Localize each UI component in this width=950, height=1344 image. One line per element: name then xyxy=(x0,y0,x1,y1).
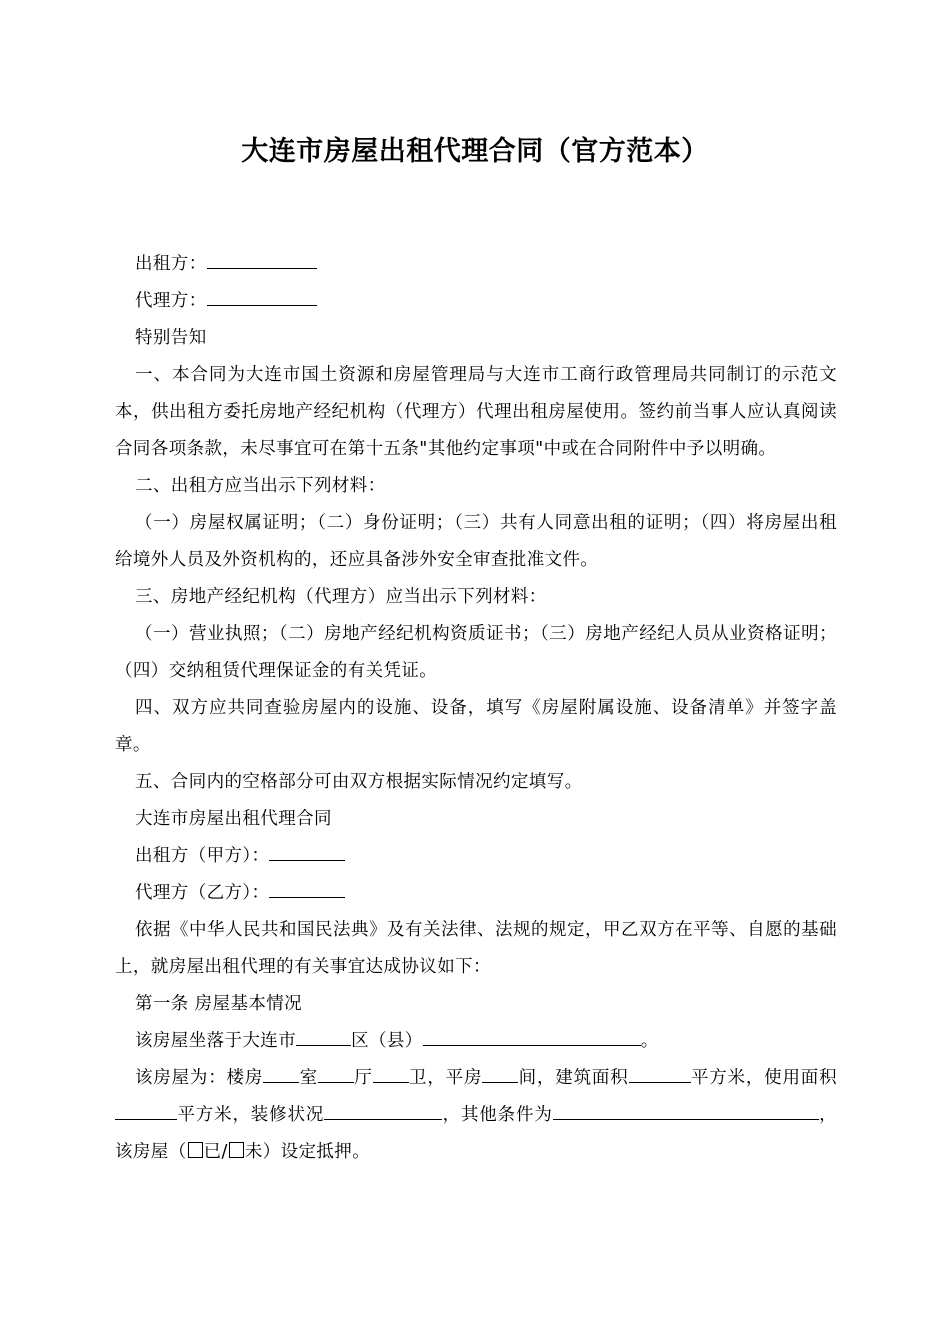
party-b-label: 代理方（乙方）： xyxy=(135,883,270,903)
details-text-9: ，该房屋（ xyxy=(115,1105,837,1162)
agent-label: 代理方： xyxy=(135,291,207,311)
mortgage-no-label: 未）设定抵押。 xyxy=(244,1142,371,1162)
halls-blank[interactable] xyxy=(318,1064,354,1083)
notice-paragraph-2-items: （一）房屋权属证明；（二）身份证明；（三）共有人同意出租的证明；（四）将房屋出租给境外人员及外资机构的，还应具备涉外安全审查批准文件。 xyxy=(115,513,837,570)
location-prefix: 该房屋坐落于大连市 xyxy=(135,1031,297,1051)
details-text-3: 厅 xyxy=(353,1068,373,1088)
agent-line xyxy=(115,283,837,320)
mortgage-no-checkbox[interactable] xyxy=(229,1142,244,1158)
baths-blank[interactable] xyxy=(373,1064,409,1083)
lessor-label: 出租方： xyxy=(135,254,207,274)
mortgage-yes-label: 已/ xyxy=(203,1142,228,1162)
notice-paragraph-4: 四、双方应共同查验房屋内的设施、设备，填写《房屋附属设施、设备清单》并签字盖章。 xyxy=(115,698,837,755)
details-paragraph xyxy=(115,1060,837,1171)
lessor-line xyxy=(115,246,837,283)
party-a-blank[interactable] xyxy=(269,842,345,861)
details-text-7: 平方米，装修状况 xyxy=(177,1105,325,1125)
location-line xyxy=(115,1023,837,1060)
notice-paragraph-3: 三、房地产经纪机构（代理方）应当出示下列材料： xyxy=(135,587,547,607)
details-text-1: 该房屋为：楼房 xyxy=(135,1068,264,1088)
decoration-blank[interactable] xyxy=(324,1101,442,1120)
location-district-label: 区（县） xyxy=(351,1031,423,1051)
location-end: 。 xyxy=(640,1031,659,1051)
notice-heading: 特别告知 xyxy=(135,328,207,348)
details-text-6: 平方米，使用面积 xyxy=(690,1068,837,1088)
lessor-blank[interactable] xyxy=(207,250,317,269)
preamble: 依据《中华人民共和国民法典》及有关法律、法规的规定，甲乙双方在平等、自愿的基础上，就房屋出租代理的有关事宜达成协议如下： xyxy=(115,920,837,977)
other-conditions-blank[interactable] xyxy=(553,1101,749,1120)
notice-paragraph-2: 二、出租方应当出示下列材料： xyxy=(135,476,386,496)
bungalow-rooms-blank[interactable] xyxy=(482,1064,518,1083)
document-body xyxy=(115,246,837,1171)
details-text-5: 间，建筑面积 xyxy=(518,1068,629,1088)
usable-area-blank[interactable] xyxy=(115,1101,177,1120)
location-blank-address[interactable] xyxy=(423,1027,641,1046)
party-a-label: 出租方（甲方）： xyxy=(135,846,270,866)
other-conditions-blank-cont[interactable] xyxy=(749,1101,819,1120)
location-blank-area[interactable] xyxy=(296,1027,351,1046)
agent-blank[interactable] xyxy=(207,287,317,306)
notice-paragraph-3-items: （一）营业执照；（二）房地产经纪机构资质证书；（三）房地产经纪人员从业资格证明；（四）交纳租赁代理保证金的有关凭证。 xyxy=(115,624,837,681)
details-text-2: 室 xyxy=(299,1068,318,1088)
party-b-line xyxy=(115,875,837,912)
document-title: 大连市房屋出租代理合同（官方范本） xyxy=(241,136,709,167)
rooms-blank[interactable] xyxy=(263,1064,299,1083)
building-area-blank[interactable] xyxy=(629,1064,691,1083)
details-text-4: 卫，平房 xyxy=(408,1068,483,1088)
contract-name: 大连市房屋出租代理合同 xyxy=(135,809,332,829)
party-b-blank[interactable] xyxy=(269,879,345,898)
party-a-line xyxy=(115,838,837,875)
notice-paragraph-5: 五、合同内的空格部分可由双方根据实际情况约定填写。 xyxy=(135,772,583,792)
mortgage-yes-checkbox[interactable] xyxy=(188,1142,203,1158)
article-1-heading: 第一条 房屋基本情况 xyxy=(135,994,303,1014)
details-text-8: ，其他条件为 xyxy=(442,1105,553,1125)
notice-paragraph-1: 一、本合同为大连市国土资源和房屋管理局与大连市工商行政管理局共同制订的示范文本，供出租方委托房地产经纪机构（代理方）代理出租房屋使用。签约前当事人应认真阅读合同各项条款，未尽事宜可在第十五条"其他约定事项"中或在合同附件中予以明确。 xyxy=(115,365,837,459)
